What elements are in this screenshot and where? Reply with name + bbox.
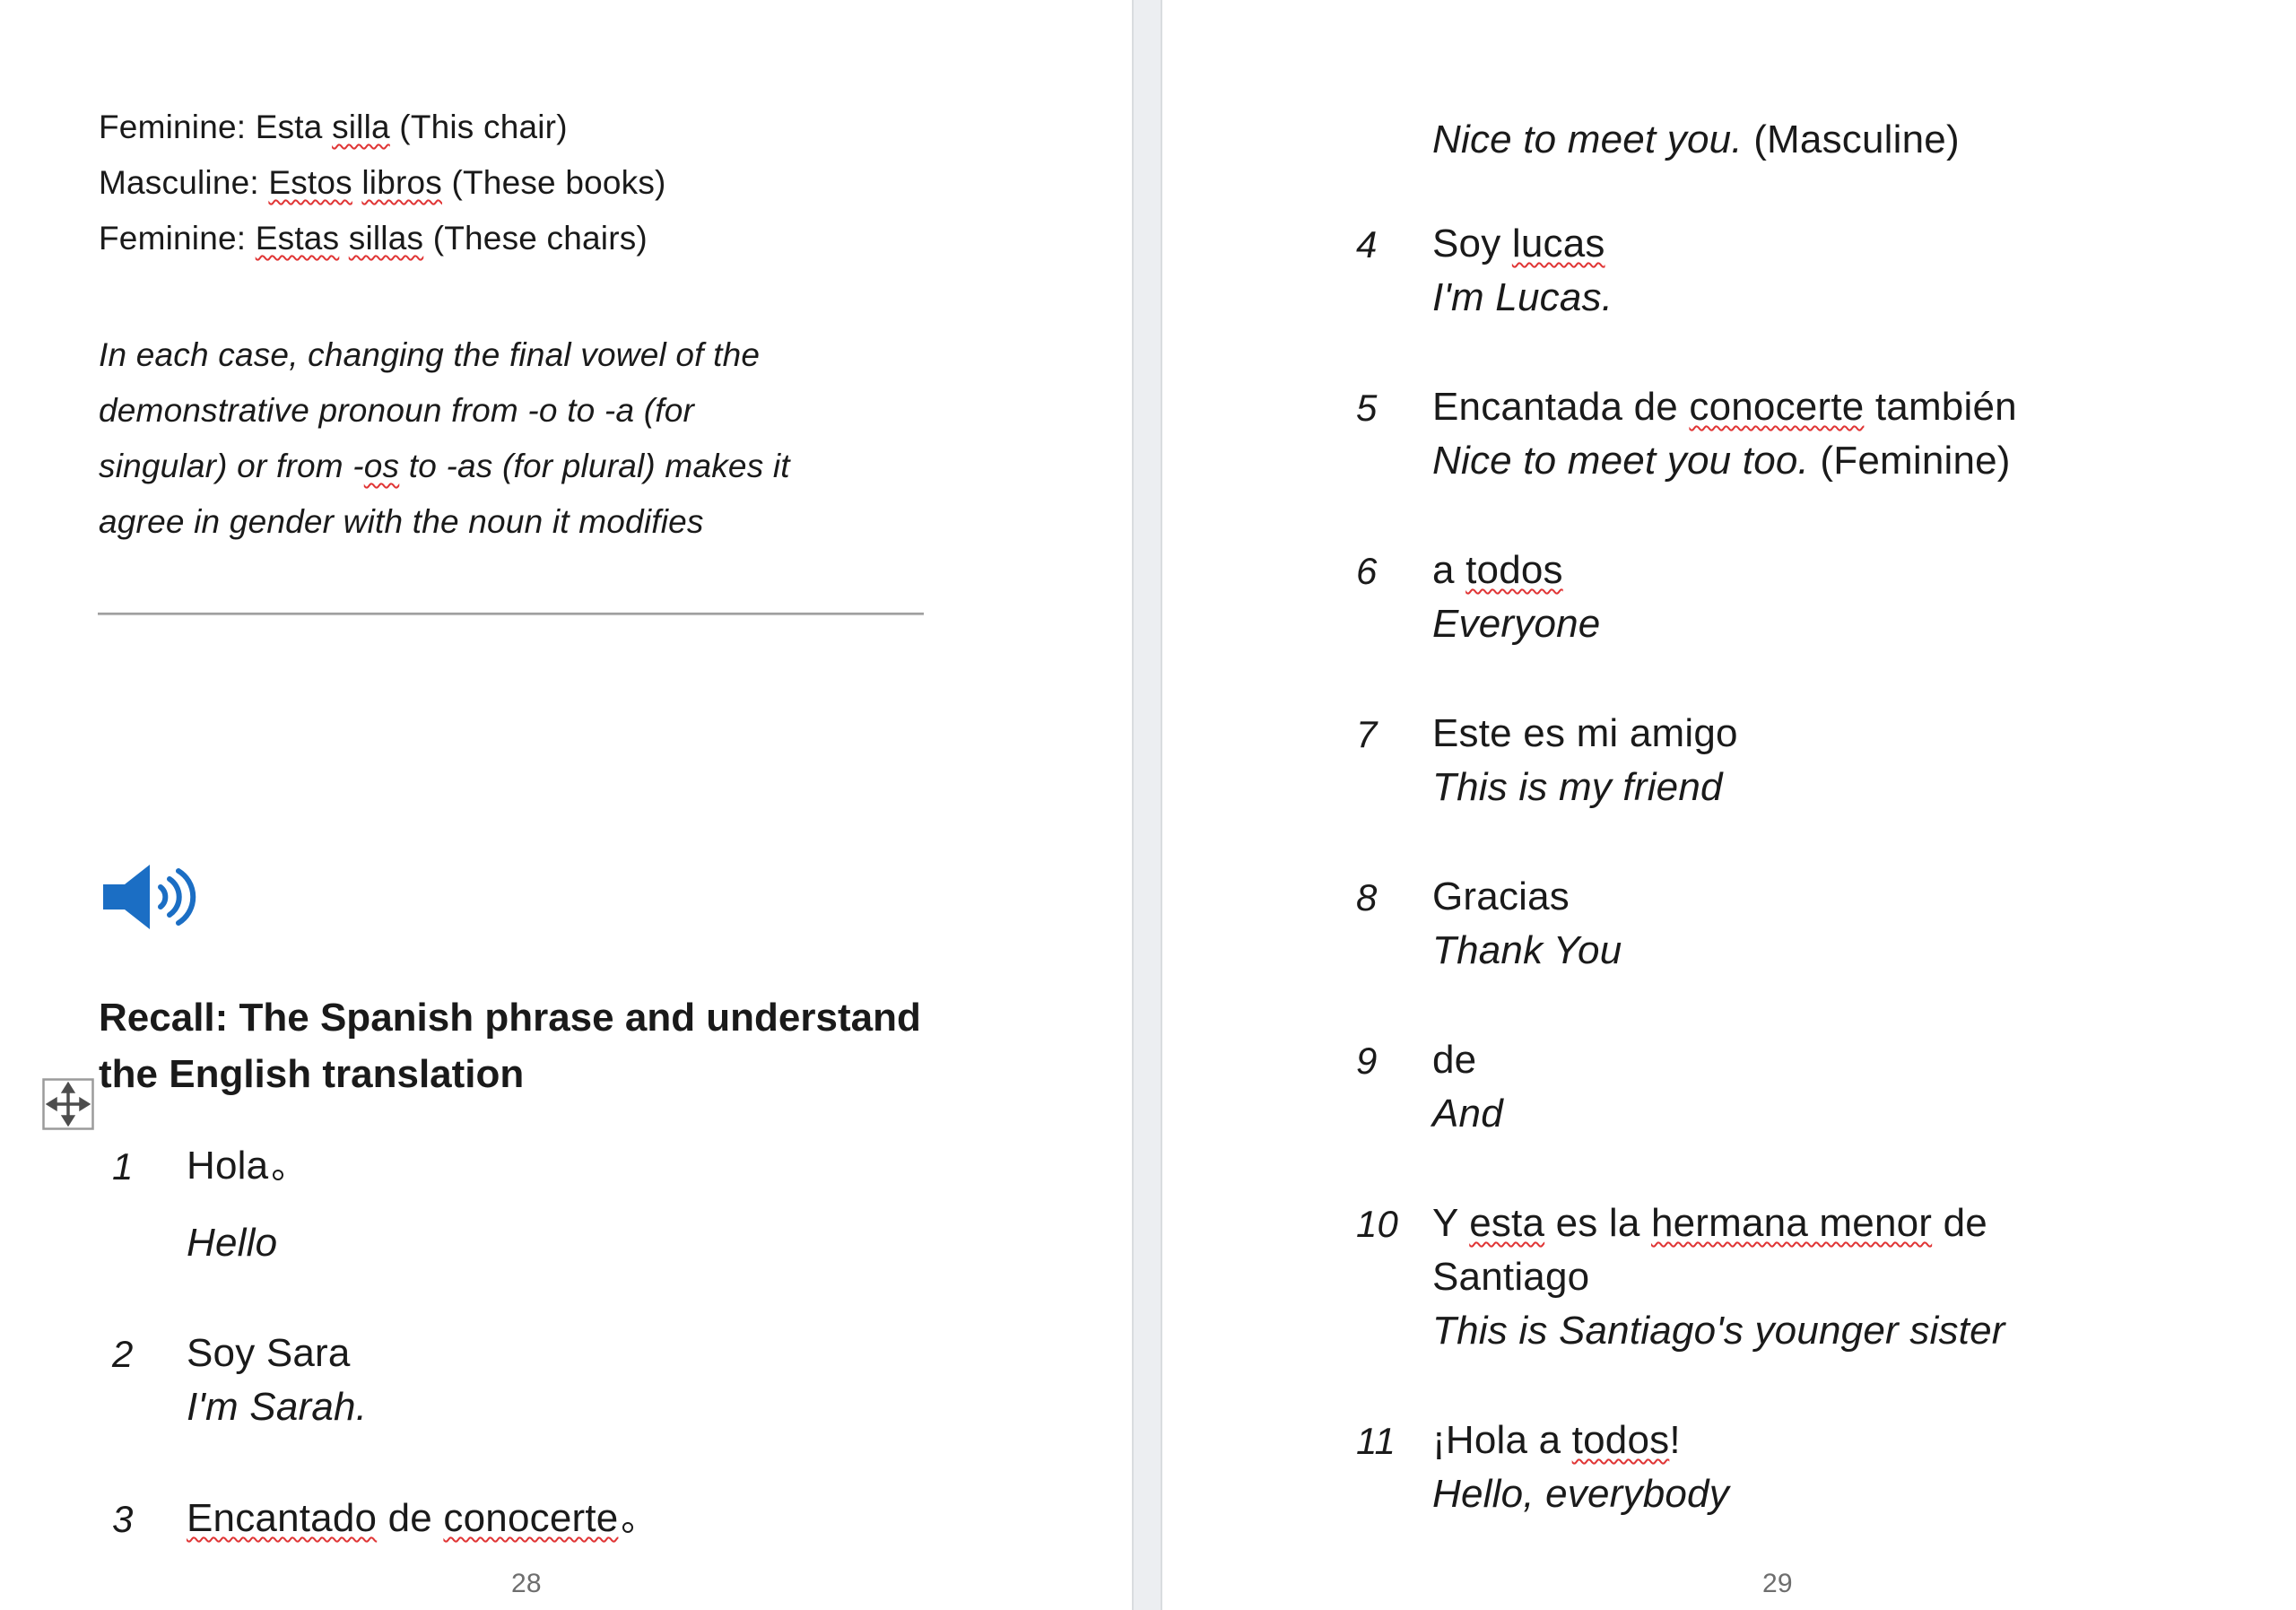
misspelled-word: Estas	[255, 220, 340, 257]
misspelled-word: todos	[1571, 1418, 1670, 1462]
list-item-line-right	[1432, 1201, 1987, 1245]
section-heading-line: Recall: The Spanish phrase and understand	[99, 996, 921, 1040]
text-segment: Gracias	[1432, 875, 1570, 918]
text-segment: Feminine: Esta	[99, 109, 333, 145]
text-segment	[352, 164, 361, 201]
list-item-line-right	[1432, 1094, 1503, 1134]
misspelled-word: lucas	[1511, 222, 1605, 265]
list-item-line-right	[1432, 765, 1723, 809]
text-segment: de	[1932, 1201, 1987, 1245]
ideographic-period	[273, 1170, 283, 1180]
list-item-line-right	[1432, 602, 1601, 646]
text-segment	[339, 220, 348, 257]
list-item-line-right	[1432, 441, 2011, 481]
list-item-line-right	[1432, 877, 1570, 917]
speaker-body	[103, 865, 150, 929]
misspelled-word: esta	[1469, 1201, 1545, 1245]
text-segment: Feminine:	[99, 220, 256, 257]
text-segment: Este es mi amigo	[1432, 711, 1738, 755]
list-item-line-right	[1432, 1418, 1681, 1462]
intro-line	[99, 166, 666, 199]
text-segment: de	[377, 1496, 444, 1540]
text-segment: (Feminine)	[1808, 439, 2011, 483]
list-item-line-right	[1432, 1255, 1590, 1299]
list-item-line-left	[187, 1146, 283, 1186]
continuation-line	[1432, 117, 1960, 161]
list-item-line-right	[1432, 1311, 2005, 1351]
misspelled-word: todos	[1465, 548, 1563, 592]
misspelled-word: libros	[361, 164, 442, 201]
section-heading-line: the English translation	[99, 1052, 525, 1096]
text-segment: demonstrative pronoun from -o to -a (for	[99, 392, 695, 429]
text-segment: Nice to meet you.	[1432, 117, 1743, 161]
page-divider	[1132, 0, 1162, 1610]
text-segment: (Masculine)	[1742, 117, 1960, 161]
list-item-line-right	[1432, 1472, 1729, 1516]
list-item-number-right: 9	[1356, 1040, 1378, 1082]
text-segment: Y	[1432, 1201, 1470, 1245]
list-item-line-left	[187, 1331, 351, 1375]
list-item-line-left	[187, 1223, 277, 1263]
list-item-line-right	[1432, 387, 2017, 427]
list-item-number-right: 10	[1356, 1203, 1399, 1245]
audio-speaker-icon[interactable]	[101, 862, 200, 936]
text-segment: Soy	[1432, 222, 1512, 265]
list-item-number-left: 1	[112, 1145, 134, 1188]
text-segment: Masculine:	[99, 164, 269, 201]
intro-line	[99, 110, 568, 144]
text-segment: I'm Lucas.	[1432, 275, 1613, 319]
text-segment: to -as (for plural) makes it	[399, 448, 790, 484]
misspelled-word: Estos	[268, 164, 352, 201]
text-segment: agree in gender with the noun it modifies	[99, 503, 704, 540]
intro-line	[99, 222, 648, 255]
text-segment: In each case, changing the final vowel of the	[99, 336, 761, 373]
text-segment: Everyone	[1432, 602, 1601, 646]
misspelled-word: silla	[332, 109, 390, 145]
note-line	[99, 394, 694, 427]
text-segment: Encantada de	[1432, 385, 1690, 429]
text-segment: Hello, everybody	[1432, 1472, 1729, 1516]
list-item-number-right: 4	[1356, 223, 1378, 265]
list-item-line-right	[1432, 928, 1622, 972]
list-item-line-right	[1432, 548, 1563, 592]
text-segment: (These chairs)	[423, 220, 648, 257]
text-segment: también	[1864, 385, 2017, 429]
text-segment: de	[1432, 1038, 1477, 1082]
text-segment: And	[1432, 1092, 1503, 1136]
text-segment: Nice to meet you too.	[1432, 439, 1809, 483]
text-segment: This is my friend	[1432, 765, 1723, 809]
text-segment: ¡Hola a	[1432, 1418, 1572, 1462]
text-segment: singular) or from -	[99, 448, 364, 484]
list-item-line-right	[1432, 224, 1605, 264]
note-line	[99, 505, 704, 538]
text-segment: Hola	[187, 1144, 269, 1188]
note-line	[99, 449, 790, 483]
text-segment: !	[1669, 1418, 1681, 1462]
misspelled-word: os	[363, 448, 400, 484]
sound-wave-medium	[170, 879, 179, 915]
text-segment: (This chair)	[389, 109, 568, 145]
list-item-number-right: 11	[1356, 1420, 1396, 1462]
misspelled-word: hermana menor	[1650, 1201, 1933, 1245]
list-item-line-right	[1432, 711, 1738, 755]
ideographic-period	[622, 1522, 633, 1533]
note-line	[99, 338, 760, 371]
horizontal-rule	[98, 613, 924, 615]
text-segment: This is Santiago's younger sister	[1432, 1309, 2005, 1353]
list-item-number-left: 3	[112, 1498, 134, 1540]
list-item-number-right: 7	[1356, 713, 1378, 755]
text-segment: es la	[1544, 1201, 1651, 1245]
page-number-right: 29	[1762, 1569, 1793, 1598]
page-right	[1162, 0, 2296, 1610]
misspelled-word: sillas	[348, 220, 424, 257]
page-number-left: 28	[511, 1569, 542, 1598]
list-item-line-right	[1432, 1040, 1476, 1080]
text-segment: Santiago	[1432, 1255, 1590, 1299]
text-segment: Hello	[187, 1221, 278, 1265]
list-item-number-right: 5	[1356, 387, 1378, 429]
list-item-number-right: 8	[1356, 876, 1378, 918]
text-segment: I'm Sarah.	[187, 1385, 368, 1429]
text-segment: a	[1432, 548, 1466, 592]
misspelled-word: conocerte	[1689, 385, 1865, 429]
text-segment: Soy Sara	[187, 1331, 351, 1375]
list-item-number-right: 6	[1356, 550, 1378, 592]
text-segment: (These books)	[442, 164, 666, 201]
misspelled-word: conocerte	[443, 1496, 619, 1540]
sound-wave-small	[161, 887, 165, 907]
list-item-number-left: 2	[112, 1333, 134, 1375]
list-item-line-left	[187, 1496, 633, 1540]
list-item-line-left	[187, 1385, 368, 1429]
move-handle-icon[interactable]	[42, 1078, 94, 1135]
list-item-line-right	[1432, 275, 1613, 319]
text-segment: Thank You	[1432, 928, 1622, 972]
misspelled-word: Encantado	[187, 1496, 378, 1540]
